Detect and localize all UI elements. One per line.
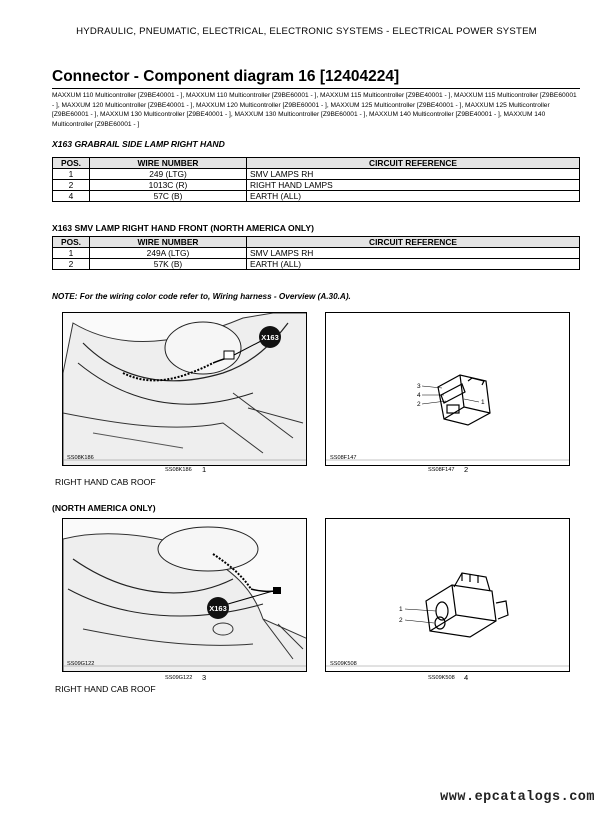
figure-cab-roof-photo-3 <box>62 518 307 672</box>
cell-circuit: SMV LAMPS RH <box>247 169 580 180</box>
section-heading-grabrail: X163 GRABRAIL SIDE LAMP RIGHT HAND <box>52 139 225 149</box>
figure-internal-id: SS09K508 <box>330 661 357 667</box>
wire-table-grabrail <box>52 157 580 202</box>
figure-caption: RIGHT HAND CAB ROOF <box>55 684 156 694</box>
table-row <box>53 180 580 191</box>
table-row <box>53 248 580 259</box>
cell-wire: 249A (LTG) <box>90 248 247 259</box>
cab-roof-illustration <box>63 519 307 672</box>
figure-number: 2 <box>464 465 469 474</box>
pin-label-1: 1 <box>481 399 485 406</box>
header-wire-number: WIRE NUMBER <box>90 237 247 248</box>
connector-illustration <box>326 313 570 466</box>
cell-wire: 249 (LTG) <box>90 169 247 180</box>
connector-illustration <box>326 519 570 672</box>
cell-pos: 4 <box>53 191 90 202</box>
section-heading-smv-lamp: X163 SMV LAMP RIGHT HAND FRONT (NORTH AMERICA ONLY) <box>52 223 314 233</box>
figure-internal-id: SS08F147 <box>330 455 357 461</box>
cell-circuit: SMV LAMPS RH <box>247 248 580 259</box>
cell-pos: 2 <box>53 180 90 191</box>
watermark-url: www.epcatalogs.com <box>440 790 595 805</box>
figure-connector-diagram-4 <box>325 518 570 672</box>
cell-wire: 57K (B) <box>90 259 247 270</box>
pin-label-2: 2 <box>417 401 421 408</box>
page-title: Connector - Component diagram 16 [12404224] <box>52 68 400 85</box>
figure-reference-id: SS09G122 <box>165 675 193 681</box>
cell-wire: 1013C (R) <box>90 180 247 191</box>
cell-wire: 57C (B) <box>90 191 247 202</box>
cell-pos: 1 <box>53 169 90 180</box>
cell-circuit: EARTH (ALL) <box>247 259 580 270</box>
header-pos: POS. <box>53 158 90 169</box>
figure-reference-id: SS08F147 <box>428 467 455 473</box>
figure-reference-id: SS09K508 <box>428 675 455 681</box>
header-circuit-reference: CIRCUIT REFERENCE <box>247 237 580 248</box>
figure-cab-roof-photo-1 <box>62 312 307 466</box>
figure-internal-id: SS08K186 <box>67 455 94 461</box>
pin-label-4: 4 <box>417 392 421 399</box>
figure-reference-id: SS08K186 <box>165 467 192 473</box>
figure-number: 1 <box>202 465 207 474</box>
header-pos: POS. <box>53 237 90 248</box>
figure-internal-id: SS09G122 <box>67 661 95 667</box>
table-header-row <box>53 158 580 169</box>
running-header: HYDRAULIC, PNEUMATIC, ELECTRICAL, ELECTRONIC SYSTEMS - ELECTRICAL POWER SYSTEM <box>76 26 537 37</box>
header-circuit-reference: CIRCUIT REFERENCE <box>247 158 580 169</box>
pin-label-2: 2 <box>399 617 403 624</box>
figure-connector-diagram-2 <box>325 312 570 466</box>
wiring-color-note: NOTE: For the wiring color code refer to, Wiring harness - Overview (A.30.A). <box>52 292 351 301</box>
table-row <box>53 169 580 180</box>
cell-circuit: EARTH (ALL) <box>247 191 580 202</box>
north-america-heading: (NORTH AMERICA ONLY) <box>52 503 156 513</box>
table-header-row <box>53 237 580 248</box>
figure-number: 4 <box>464 673 469 682</box>
figure-caption: RIGHT HAND CAB ROOF <box>55 477 156 487</box>
cell-pos: 2 <box>53 259 90 270</box>
figure-number: 3 <box>202 673 207 682</box>
table-row <box>53 259 580 270</box>
wire-table-smv-lamp <box>52 236 580 270</box>
x163-callout-label: X163 <box>261 333 279 342</box>
pin-label-3: 3 <box>417 383 421 390</box>
pin-label-1: 1 <box>399 606 403 613</box>
x163-callout-label: X163 <box>209 604 227 613</box>
header-wire-number: WIRE NUMBER <box>90 158 247 169</box>
model-applicability: MAXXUM 110 Multicontroller [Z9BE40001 - ], MAXXUM 110 Multicontroller [Z9BE60001 - ], MAXXUM 115 Multicontroller [Z9BE40001 - ], MAXXUM 115 Multicontroller [Z9BE60001 - ], MAXXUM 120 Multicontroller [Z9BE40001 - ], MAXXUM 120 Multicontroller [Z9BE60001 - ], MAXXUM 125 Multicontroller [Z9BE40001 - ], MAXXUM 125 Multicontroller [Z9BE60001 - ], MAXXUM 130 Multicontroller [Z9BE40001 - ], MAXXUM 130 Multicontroller [Z9BE60001 - ], MAXXUM 140 Multicontroller [Z9BE40001 - ], MAXXUM 140 Multicontroller [Z9BE60001 - ] <box>52 92 577 128</box>
table-row <box>53 191 580 202</box>
cell-pos: 1 <box>53 248 90 259</box>
title-divider <box>52 88 580 89</box>
cell-circuit: RIGHT HAND LAMPS <box>247 180 580 191</box>
cab-roof-illustration <box>63 313 307 466</box>
